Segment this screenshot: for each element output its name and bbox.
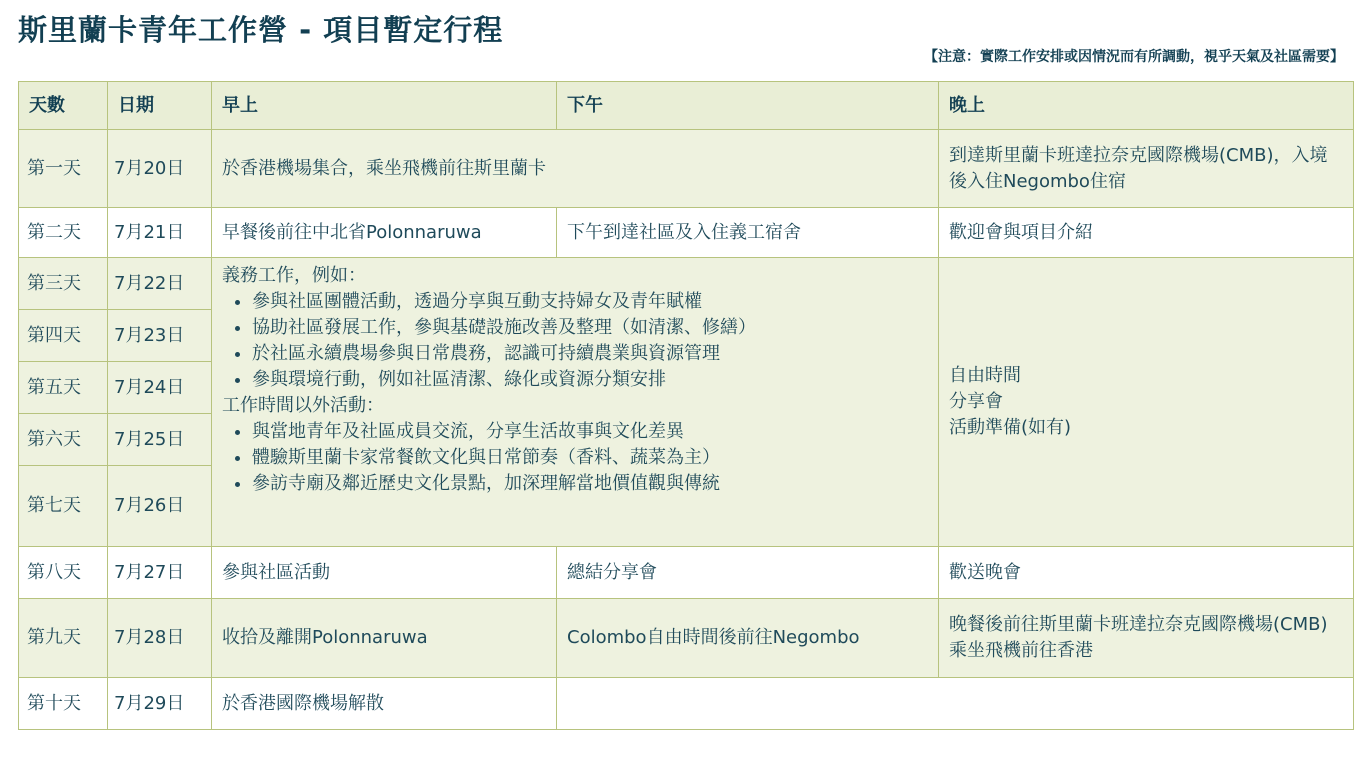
header-date: 日期 xyxy=(108,82,212,130)
list-item: 自由時間 xyxy=(949,365,1021,386)
list-item: • 協助社區發展工作，參與基礎設施改善及整理（如清潔、修繕） xyxy=(252,315,928,341)
empty-cell xyxy=(557,678,1354,730)
leisure-list xyxy=(222,419,928,497)
day-cell: 第五天 xyxy=(19,362,108,414)
day-cell: 第九天 xyxy=(19,599,108,678)
list-item: • 與當地青年及社區成員交流，分享生活故事與文化差異 xyxy=(252,419,928,445)
header-evening: 晚上 xyxy=(939,82,1354,130)
morning-cell: 於香港國際機場解散 xyxy=(212,678,557,730)
work-heading: 義務工作，例如： xyxy=(222,265,366,286)
list-item: • 參與社區團體活動，透過分享與互動支持婦女及青年賦權 xyxy=(252,289,928,315)
work-activities-cell xyxy=(212,258,939,547)
list-item: • 參訪寺廟及鄰近歷史文化景點，加深理解當地價值觀與傳統 xyxy=(252,471,928,497)
morning-cell: 早餐後前往中北省Polonnaruwa xyxy=(212,208,557,258)
day-cell: 第二天 xyxy=(19,208,108,258)
work-list xyxy=(222,289,928,393)
leisure-heading: 工作時間以外活動： xyxy=(222,395,384,416)
afternoon-cell: 下午到達社區及入住義工宿舍 xyxy=(557,208,939,258)
afternoon-cell: 總結分享會 xyxy=(557,547,939,599)
date-cell: 7月25日 xyxy=(108,414,212,466)
date-cell: 7月27日 xyxy=(108,547,212,599)
table-row xyxy=(19,599,1354,678)
header-afternoon: 下午 xyxy=(557,82,939,130)
table-row xyxy=(19,258,1354,310)
day-cell: 第十天 xyxy=(19,678,108,730)
notice-text: 【注意：實際工作安排或因情況而有所調動，視乎天氣及社區需要】 xyxy=(924,49,1344,65)
day-cell: 第六天 xyxy=(19,414,108,466)
evening-cell: 到達斯里蘭卡班達拉奈克國際機場(CMB)，入境後入住Negombo住宿 xyxy=(939,130,1354,208)
list-item: • 參與環境行動，例如社區清潔、綠化或資源分類安排 xyxy=(252,367,928,393)
morning-cell: 收拾及離開Polonnaruwa xyxy=(212,599,557,678)
list-item: 活動準備(如有) xyxy=(949,417,1072,438)
table-header-row xyxy=(19,82,1354,130)
day-cell: 第八天 xyxy=(19,547,108,599)
evening-activities-cell xyxy=(939,258,1354,547)
day-cell: 第四天 xyxy=(19,310,108,362)
itinerary-table xyxy=(18,81,1354,730)
date-cell: 7月20日 xyxy=(108,130,212,208)
list-item: • 體驗斯里蘭卡家常餐飲文化與日常節奏（香料、蔬菜為主） xyxy=(252,445,928,471)
header-day: 天數 xyxy=(19,82,108,130)
table-row xyxy=(19,678,1354,730)
evening-cell: 歡送晚會 xyxy=(939,547,1354,599)
morning-cell: 參與社區活動 xyxy=(212,547,557,599)
list-item: 分享會 xyxy=(949,391,1003,412)
daytime-cell: 於香港機場集合，乘坐飛機前往斯里蘭卡 xyxy=(212,130,939,208)
day-cell: 第七天 xyxy=(19,466,108,547)
table-row xyxy=(19,130,1354,208)
date-cell: 7月21日 xyxy=(108,208,212,258)
date-cell: 7月24日 xyxy=(108,362,212,414)
evening-cell: 歡迎會與項目介紹 xyxy=(939,208,1354,258)
table-row xyxy=(19,547,1354,599)
date-cell: 7月26日 xyxy=(108,466,212,547)
date-cell: 7月23日 xyxy=(108,310,212,362)
date-cell: 7月22日 xyxy=(108,258,212,310)
page-title: 斯里蘭卡青年工作營 - 項目暫定行程 xyxy=(18,13,504,47)
day-cell: 第一天 xyxy=(19,130,108,208)
evening-cell: 晚餐後前往斯里蘭卡班達拉奈克國際機場(CMB)乘坐飛機前往香港 xyxy=(939,599,1354,678)
list-item: • 於社區永續農場參與日常農務，認識可持續農業與資源管理 xyxy=(252,341,928,367)
header-morning: 早上 xyxy=(212,82,557,130)
table-row xyxy=(19,208,1354,258)
date-cell: 7月28日 xyxy=(108,599,212,678)
afternoon-cell: Colombo自由時間後前往Negombo xyxy=(557,599,939,678)
day-cell: 第三天 xyxy=(19,258,108,310)
date-cell: 7月29日 xyxy=(108,678,212,730)
